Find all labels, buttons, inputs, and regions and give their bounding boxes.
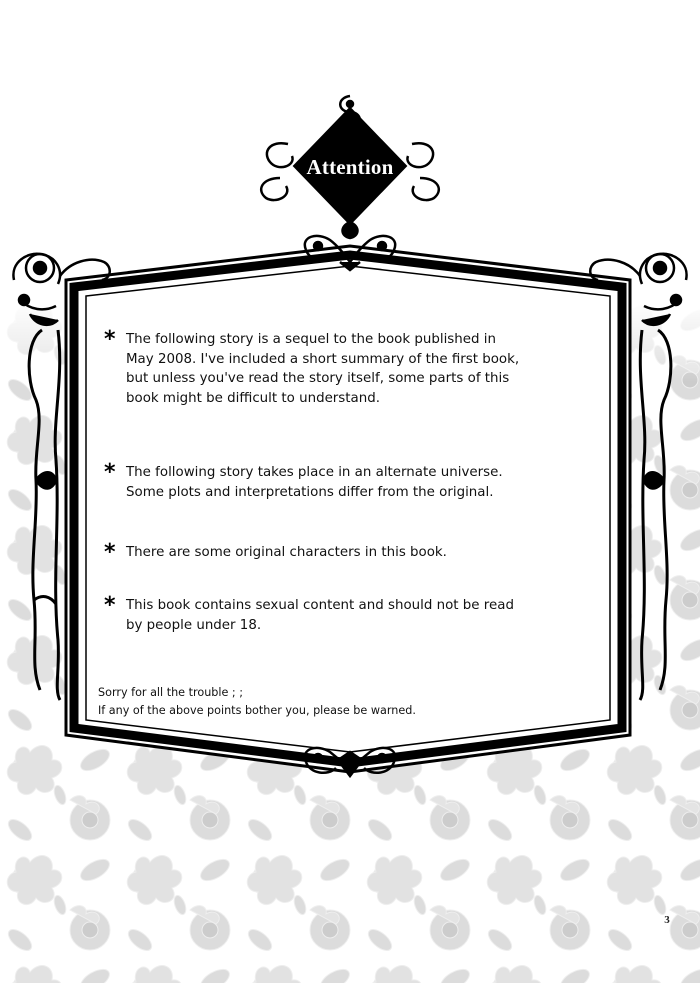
note-text: The following story is a sequel to the book published in May 2008. I've included a short summary of the first book, but unless you've read the story itself, some parts of this book might be difficult to understand.: [126, 332, 520, 406]
warning-line: If any of the above points bother you, please be warned.: [98, 704, 416, 717]
note-text: The following story takes place in an alternate universe. Some plots and interpretations differ from the original.: [126, 465, 503, 500]
asterisk-icon: *: [104, 593, 116, 618]
asterisk-icon: *: [104, 540, 116, 565]
page-number: 3: [664, 914, 670, 926]
note-item: [104, 327, 524, 408]
note-item: [104, 540, 524, 565]
left-scroll-ornament: [29, 330, 60, 700]
right-scroll-ornament: [640, 330, 671, 700]
note-item: [104, 593, 524, 635]
note-text: This book contains sexual content and should not be read by people under 18.: [126, 598, 514, 633]
apology-line: Sorry for all the trouble ; ;: [98, 686, 244, 699]
asterisk-icon: *: [104, 327, 116, 352]
asterisk-icon: *: [104, 460, 116, 485]
note-text: There are some original characters in this book.: [126, 545, 447, 560]
page-title: Attention: [306, 155, 394, 179]
note-item: [104, 460, 524, 502]
